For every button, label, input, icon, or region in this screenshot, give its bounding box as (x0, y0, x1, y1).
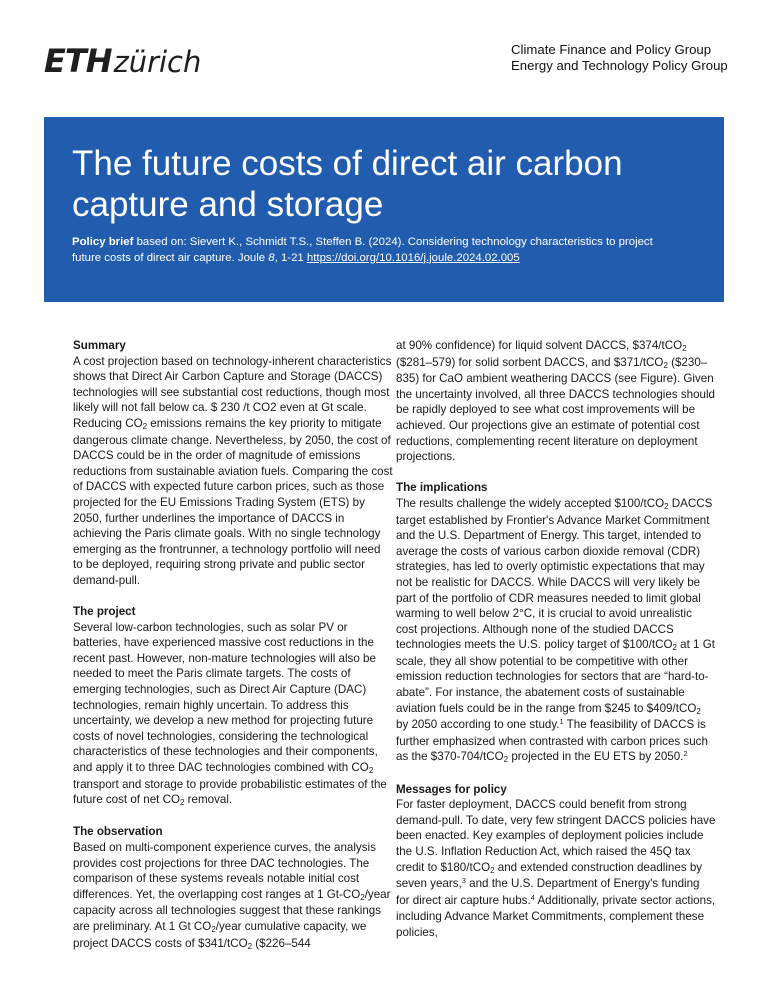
logo-zurich-wordmark: zürich (113, 45, 202, 79)
citation-text-2: future costs of direct air capture. Joule (72, 251, 269, 264)
project-heading: The project (73, 605, 136, 619)
right-column (396, 338, 716, 941)
title-banner (44, 117, 724, 302)
citation-volume: 8 (268, 251, 275, 264)
implications-text-part-2: The feasibility of DACCS is further emphasized when contrasted with carbon prices such as the $370-704/tCO$_2$ projected in the EU ETS by 2050. (396, 718, 708, 765)
observation-heading: The observation (73, 825, 163, 839)
messages-heading: Messages for policy (396, 782, 507, 796)
policy-brief-citation (72, 235, 692, 266)
group-energy-technology: Energy and Technology Policy Group (511, 58, 728, 73)
footnote-ref-1: 1 (559, 717, 564, 727)
footnote-ref-3: 3 (461, 876, 466, 886)
messages-text-part-1: For faster deployment, DACCS could benefit from strong demand-pull. To date, very few stringent DACCS policies have been enacted. Key examples of deployment policies include the U.S. Inflation Reduction Act, which raised the 45Q tax credit to $180/tCO$_2$ and extended construction deadlines by seven years, (396, 798, 716, 891)
page-title (72, 143, 692, 225)
summary-heading: Summary (73, 339, 126, 352)
policy-brief-label: Policy brief (72, 236, 134, 248)
messages-text-part-2: and the U.S. Department of Energy's funding for direct air capture hubs. (396, 877, 700, 907)
observation-text: Based on multi-component experience curves, the analysis provides cost projections for three DAC technologies. The comparison of these systems reveals notable initial cost differences. Yet, the overlapping cost ranges at 1 $Gt-CO_2$/year capacity across all technologies suggest that these rankings are preliminary. At 1 Gt $CO_2$/year cumulative capacity, we project DACCS costs of $341/tCO$_2$ ($226–544 (73, 841, 391, 951)
project-text: Several low-carbon technologies, such as solar PV or batteries, have experienced massive cost reductions in the recent past. However, non-mature technologies will also be needed to meet the Paris climate targets. The costs of emerging technologies, such as Direct Air Capture (DAC) technologies, remain highly uncertain. To address this uncertainty, we develop a new method for projecting future costs of novel technologies, considering the technological characteristics of these technologies and their components, and apply it to three DAC technologies combined with $CO_2$ transport and storage to provide probabilistic estimates of the future cost of net $CO_2$ removal. (73, 620, 387, 808)
group-climate-finance: Climate Finance and Policy Group (511, 42, 712, 57)
eth-zurich-logo (44, 42, 202, 80)
research-groups (511, 42, 728, 74)
logo-eth-wordmark: ETH (44, 42, 112, 80)
footnote-ref-4: 4 (530, 892, 535, 902)
footnote-ref-2: 2 (683, 749, 688, 759)
left-column (73, 338, 393, 952)
implications-heading: The implications (396, 481, 488, 495)
observation-text-continued: at 90% confidence) for liquid solvent DACCS, $374/tCO$_2$ ($281–579) for solid sorbent DACCS, and $371/tCO$_2$ ($230–835) for CaO ambient weathering DACCS (see Figure). Given the uncertainty involved, all three DACCS technologies should be rapidly deployed to see what cost improvements will be achieved. Our projections give an estimate of potential cost reductions, complementing recent literature on deployment projections. (396, 339, 716, 464)
doi-link[interactable]: https://doi.org/10.1016/j.joule.2024.02.005 (306, 251, 520, 264)
citation-pages: , 1-21 (274, 251, 307, 264)
implications-text (396, 496, 716, 766)
summary-text: A cost projection based on technology-inherent characteristics shows that Direct Air Carbon Capture and Storage (DACCS) technologies will see substantial cost reductions, though most likely will not fall below ca. $ 230 /t CO2 even at Gt scale. Reducing $CO_2$ emissions remains the key priority to mitigate dangerous climate change. Nevertheless, by 2050, the cost of DACCS could be in the order of magnitude of emissions reductions from sustainable aviation fuels. Comparing the cost of DACCS with expected future carbon prices, such as those projected for the EU Emissions Trading System (ETS) by 2050, further underlines the importance of DACCS in achieving the Paris climate goals. With no single technology emerging as the frontrunner, a technology portfolio will need to be deployed, requiring strong private and public sector demand-pull. (73, 354, 393, 587)
implications-text-part-1: The results challenge the widely accepted $100/tCO$_2$ DACCS target established by Frontier's Advance Market Commitment and the U.S. Department of Energy. This target, intended to average the costs of various carbon dioxide removal (CDR) strategies, has led to overly optimistic expectations that may not be realistic for DACCS. While DACCS will very likely be part of the portfolio of CDR measures needed to limit global warming to well below 2°C, it is crucial to avoid unrealistic cost projections. Although none of the studied DACCS technologies meets the U.S. policy target of $100/tCO$_2$ at 1 Gt scale, they all show potential to be competitive with other emission reduction technologies for sectors that are “hard-to-abate”. For instance, the abatement costs of sustainable aviation fuels could be in the range from $245 to $409/tCO$_2$ by 2050 according to one study. (396, 496, 715, 732)
title-line-2: capture and storage (72, 185, 384, 224)
citation-text-1: based on: Sievert K., Schmidt T.S., Steffen B. (2024). Considering technology characteristics to project (133, 236, 653, 248)
title-line-1: The future costs of direct air carbon (72, 144, 623, 183)
messages-text (396, 797, 716, 940)
messages-text-part-3: Additionally, private sector actions, including Advance Market Commitments, complement these policies, (396, 893, 716, 939)
